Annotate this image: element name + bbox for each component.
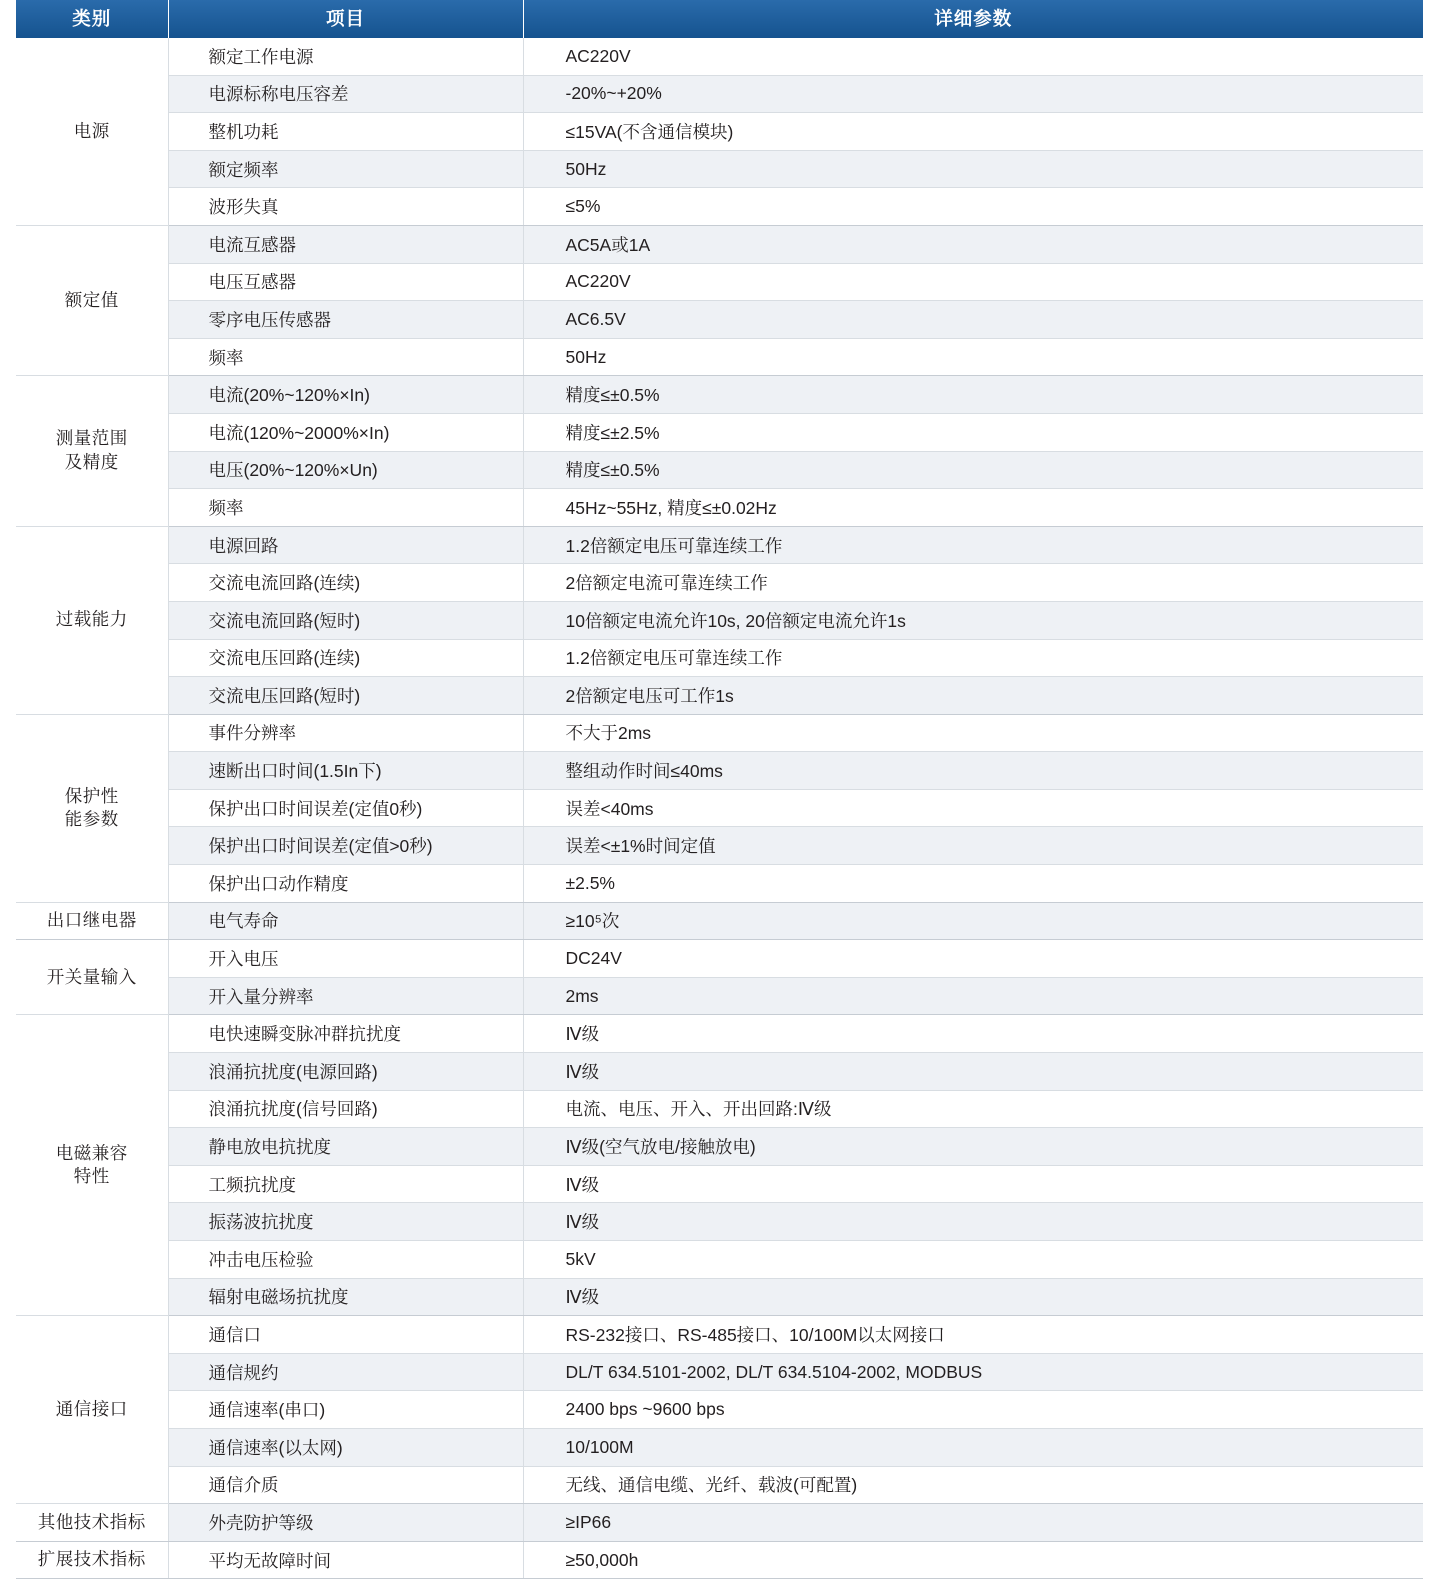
item-cell: 浪涌抗扰度(信号回路)	[168, 1090, 523, 1128]
detail-cell: 5kV	[523, 1241, 1423, 1279]
item-cell: 速断出口时间(1.5In下)	[168, 752, 523, 790]
table-row	[16, 1015, 1423, 1053]
header-item: 项目	[168, 0, 523, 38]
category-cell: 保护性 能参数	[16, 714, 168, 902]
table-row	[16, 1090, 1423, 1128]
item-cell: 电快速瞬变脉冲群抗扰度	[168, 1015, 523, 1053]
table-row	[16, 1241, 1423, 1279]
category-cell: 过载能力	[16, 526, 168, 714]
item-cell: 事件分辨率	[168, 714, 523, 752]
table-row	[16, 225, 1423, 263]
detail-cell: 2400 bps ~9600 bps	[523, 1391, 1423, 1429]
item-cell: 交流电流回路(连续)	[168, 564, 523, 602]
table-row	[16, 601, 1423, 639]
detail-cell: RS-232接口、RS-485接口、10/100M以太网接口	[523, 1316, 1423, 1354]
item-cell: 电气寿命	[168, 902, 523, 940]
item-cell: 交流电压回路(连续)	[168, 639, 523, 677]
table-row	[16, 1128, 1423, 1166]
detail-cell: 10/100M	[523, 1428, 1423, 1466]
detail-cell: AC220V	[523, 263, 1423, 301]
table-row	[16, 677, 1423, 715]
item-cell: 交流电流回路(短时)	[168, 601, 523, 639]
header-detail: 详细参数	[523, 0, 1423, 38]
table-header	[16, 0, 1423, 38]
table-row	[16, 1428, 1423, 1466]
detail-cell: Ⅳ级	[523, 1053, 1423, 1091]
item-cell: 外壳防护等级	[168, 1504, 523, 1542]
table-row	[16, 752, 1423, 790]
item-cell: 保护出口时间误差(定值>0秒)	[168, 827, 523, 865]
detail-cell: ≥IP66	[523, 1504, 1423, 1542]
category-cell: 通信接口	[16, 1316, 168, 1504]
item-cell: 辐射电磁场抗扰度	[168, 1278, 523, 1316]
table-row	[16, 1541, 1423, 1579]
table-row	[16, 789, 1423, 827]
item-cell: 波形失真	[168, 188, 523, 226]
detail-cell: ≥50,000h	[523, 1541, 1423, 1579]
item-cell: 电源回路	[168, 526, 523, 564]
table-row	[16, 564, 1423, 602]
table-row	[16, 639, 1423, 677]
item-cell: 电压(20%~120%×Un)	[168, 451, 523, 489]
item-cell: 额定工作电源	[168, 38, 523, 75]
table-row	[16, 1316, 1423, 1354]
table-row	[16, 1504, 1423, 1542]
table-row	[16, 1053, 1423, 1091]
item-cell: 频率	[168, 489, 523, 527]
category-cell: 额定值	[16, 225, 168, 375]
item-cell: 电流互感器	[168, 225, 523, 263]
table-row	[16, 413, 1423, 451]
detail-cell: Ⅳ级	[523, 1203, 1423, 1241]
category-cell: 扩展技术指标	[16, 1541, 168, 1579]
item-cell: 通信速率(串口)	[168, 1391, 523, 1429]
table-row	[16, 38, 1423, 75]
item-cell: 电流(120%~2000%×In)	[168, 413, 523, 451]
detail-cell: 45Hz~55Hz, 精度≤±0.02Hz	[523, 489, 1423, 527]
category-cell: 出口继电器	[16, 902, 168, 940]
item-cell: 电源标称电压容差	[168, 75, 523, 113]
item-cell: 开入量分辨率	[168, 977, 523, 1015]
item-cell: 保护出口动作精度	[168, 865, 523, 903]
detail-cell: ≤15VA(不含通信模块)	[523, 113, 1423, 151]
detail-cell: 误差<±1%时间定值	[523, 827, 1423, 865]
table-row	[16, 1203, 1423, 1241]
item-cell: 静电放电抗扰度	[168, 1128, 523, 1166]
item-cell: 振荡波抗扰度	[168, 1203, 523, 1241]
detail-cell: 不大于2ms	[523, 714, 1423, 752]
item-cell: 交流电压回路(短时)	[168, 677, 523, 715]
table-row	[16, 1466, 1423, 1504]
detail-cell: -20%~+20%	[523, 75, 1423, 113]
item-cell: 通信介质	[168, 1466, 523, 1504]
table-row	[16, 263, 1423, 301]
table-row	[16, 113, 1423, 151]
item-cell: 额定频率	[168, 150, 523, 188]
category-cell: 开关量输入	[16, 940, 168, 1015]
table-body	[16, 38, 1423, 1579]
detail-cell: AC5A或1A	[523, 225, 1423, 263]
table-row	[16, 1278, 1423, 1316]
item-cell: 通信速率(以太网)	[168, 1428, 523, 1466]
table-row	[16, 714, 1423, 752]
item-cell: 开入电压	[168, 940, 523, 978]
item-cell: 电压互感器	[168, 263, 523, 301]
category-cell: 电磁兼容 特性	[16, 1015, 168, 1316]
table-row	[16, 451, 1423, 489]
item-cell: 冲击电压检验	[168, 1241, 523, 1279]
item-cell: 平均无故障时间	[168, 1541, 523, 1579]
category-cell: 其他技术指标	[16, 1504, 168, 1542]
header-row	[16, 0, 1423, 38]
detail-cell: DC24V	[523, 940, 1423, 978]
detail-cell: DL/T 634.5101-2002, DL/T 634.5104-2002, MODBUS	[523, 1353, 1423, 1391]
item-cell: 通信规约	[168, 1353, 523, 1391]
item-cell: 通信口	[168, 1316, 523, 1354]
detail-cell: 精度≤±0.5%	[523, 376, 1423, 414]
item-cell: 工频抗扰度	[168, 1165, 523, 1203]
detail-cell: 误差<40ms	[523, 789, 1423, 827]
table-row	[16, 188, 1423, 226]
item-cell: 电流(20%~120%×In)	[168, 376, 523, 414]
table-row	[16, 1353, 1423, 1391]
table-row	[16, 827, 1423, 865]
table-row	[16, 1165, 1423, 1203]
category-cell: 测量范围 及精度	[16, 376, 168, 526]
table-row	[16, 902, 1423, 940]
table-row	[16, 150, 1423, 188]
detail-cell: 精度≤±2.5%	[523, 413, 1423, 451]
item-cell: 浪涌抗扰度(电源回路)	[168, 1053, 523, 1091]
table-row	[16, 977, 1423, 1015]
table-row	[16, 338, 1423, 376]
item-cell: 零序电压传感器	[168, 301, 523, 339]
detail-cell: Ⅳ级	[523, 1165, 1423, 1203]
item-cell: 保护出口时间误差(定值0秒)	[168, 789, 523, 827]
detail-cell: Ⅳ级	[523, 1015, 1423, 1053]
table-row	[16, 489, 1423, 527]
detail-cell: 50Hz	[523, 338, 1423, 376]
detail-cell: 1.2倍额定电压可靠连续工作	[523, 639, 1423, 677]
detail-cell: AC220V	[523, 38, 1423, 75]
detail-cell: 50Hz	[523, 150, 1423, 188]
table-row	[16, 940, 1423, 978]
detail-cell: AC6.5V	[523, 301, 1423, 339]
detail-cell: 电流、电压、开入、开出回路:Ⅳ级	[523, 1090, 1423, 1128]
detail-cell: ≤5%	[523, 188, 1423, 226]
detail-cell: Ⅳ级(空气放电/接触放电)	[523, 1128, 1423, 1166]
detail-cell: 无线、通信电缆、光纤、载波(可配置)	[523, 1466, 1423, 1504]
header-category: 类别	[16, 0, 168, 38]
category-cell: 电源	[16, 38, 168, 225]
detail-cell: 2倍额定电流可靠连续工作	[523, 564, 1423, 602]
detail-cell: 2倍额定电压可工作1s	[523, 677, 1423, 715]
specification-table	[16, 0, 1423, 1579]
detail-cell: 10倍额定电流允许10s, 20倍额定电流允许1s	[523, 601, 1423, 639]
item-cell: 频率	[168, 338, 523, 376]
table-row	[16, 526, 1423, 564]
detail-cell: 精度≤±0.5%	[523, 451, 1423, 489]
detail-cell: Ⅳ级	[523, 1278, 1423, 1316]
detail-cell: ≥10⁵次	[523, 902, 1423, 940]
detail-cell: 整组动作时间≤40ms	[523, 752, 1423, 790]
table-row	[16, 301, 1423, 339]
table-row	[16, 75, 1423, 113]
table-row	[16, 1391, 1423, 1429]
table-row	[16, 865, 1423, 903]
item-cell: 整机功耗	[168, 113, 523, 151]
table-row	[16, 376, 1423, 414]
detail-cell: ±2.5%	[523, 865, 1423, 903]
detail-cell: 2ms	[523, 977, 1423, 1015]
detail-cell: 1.2倍额定电压可靠连续工作	[523, 526, 1423, 564]
